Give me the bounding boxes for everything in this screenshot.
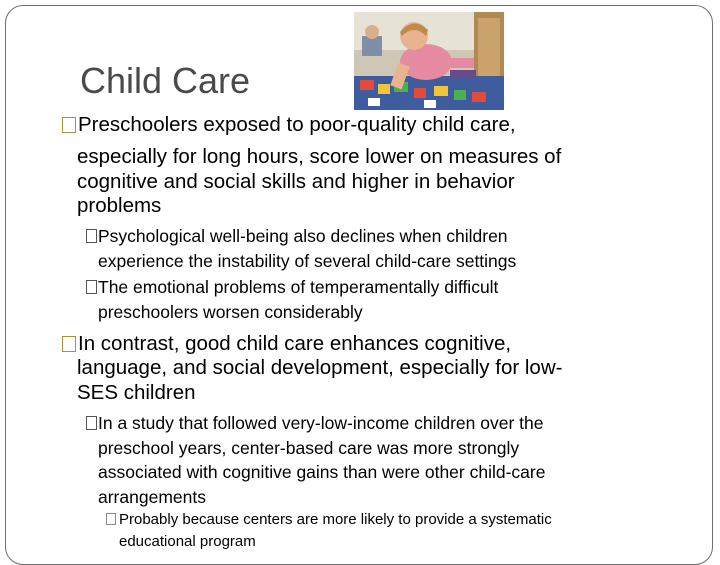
bullet-1-continuation	[77, 145, 561, 219]
bullet-1-line-1: Preschoolers exposed to poor-quality child care,	[78, 113, 516, 136]
bullet-2-continuation	[77, 356, 562, 405]
bullet-1-line-4: problems	[77, 194, 162, 217]
bullet-1-line-3: cognitive and social skills and higher in behavior	[77, 169, 515, 193]
sub-bullet-1-2-line-1: The emotional problems of temperamentally difficult	[98, 277, 499, 297]
sub-bullet-2-1-text	[98, 411, 545, 509]
sub-sub-bullet-box-2-1-1	[106, 513, 116, 525]
sub-bullet-box-2-1	[86, 416, 97, 430]
slide-title: Child Care	[80, 60, 251, 101]
sub-bullet-box-1-1	[86, 229, 97, 243]
sub-bullet-2-1-line-4: arrangements	[98, 486, 206, 507]
bullet-2-line-3: SES children	[77, 380, 196, 404]
sub-bullet-1-1-line-1: Psychological well-being also declines when children	[98, 226, 508, 246]
sub-bullet-2-1-line-1: In a study that followed very-low-income children over the	[98, 413, 544, 433]
sub-bullet-box-1-2	[86, 280, 97, 294]
sub-bullet-1-1-line-2: experience the instability of several child-care settings	[98, 250, 517, 271]
bullet-1-line-2: especially for long hours, score lower on measures of	[77, 145, 562, 168]
sub-bullet-2-1-line-2: preschool years, center-based care was more strongly	[98, 437, 520, 458]
bullet-2-line-2: language, and social development, especially for low-	[77, 356, 563, 379]
bullet-1-text	[78, 113, 516, 138]
bullet-box-1	[62, 117, 76, 133]
sub-sub-bullet-2-1-1-text	[119, 509, 552, 553]
photo-illustration	[354, 12, 504, 110]
bullet-2-line-1: In contrast, good child care enhances cognitive,	[78, 332, 512, 355]
sub-bullet-2-1-line-3: associated with cognitive gains than were other child-care	[98, 462, 546, 482]
sub-bullet-1-1-text	[98, 224, 516, 273]
child-playing-photo	[354, 12, 504, 110]
sub-bullet-1-2-line-2: preschoolers worsen considerably	[98, 301, 363, 322]
bullet-2-text	[78, 332, 511, 357]
sub-sub-bullet-2-1-1-line-2: educational program	[119, 533, 256, 550]
sub-sub-bullet-2-1-1-line-1: Probably because centers are more likely to provide a systematic	[119, 511, 552, 528]
bullet-box-2	[62, 336, 76, 352]
sub-bullet-1-2-text	[98, 275, 498, 324]
